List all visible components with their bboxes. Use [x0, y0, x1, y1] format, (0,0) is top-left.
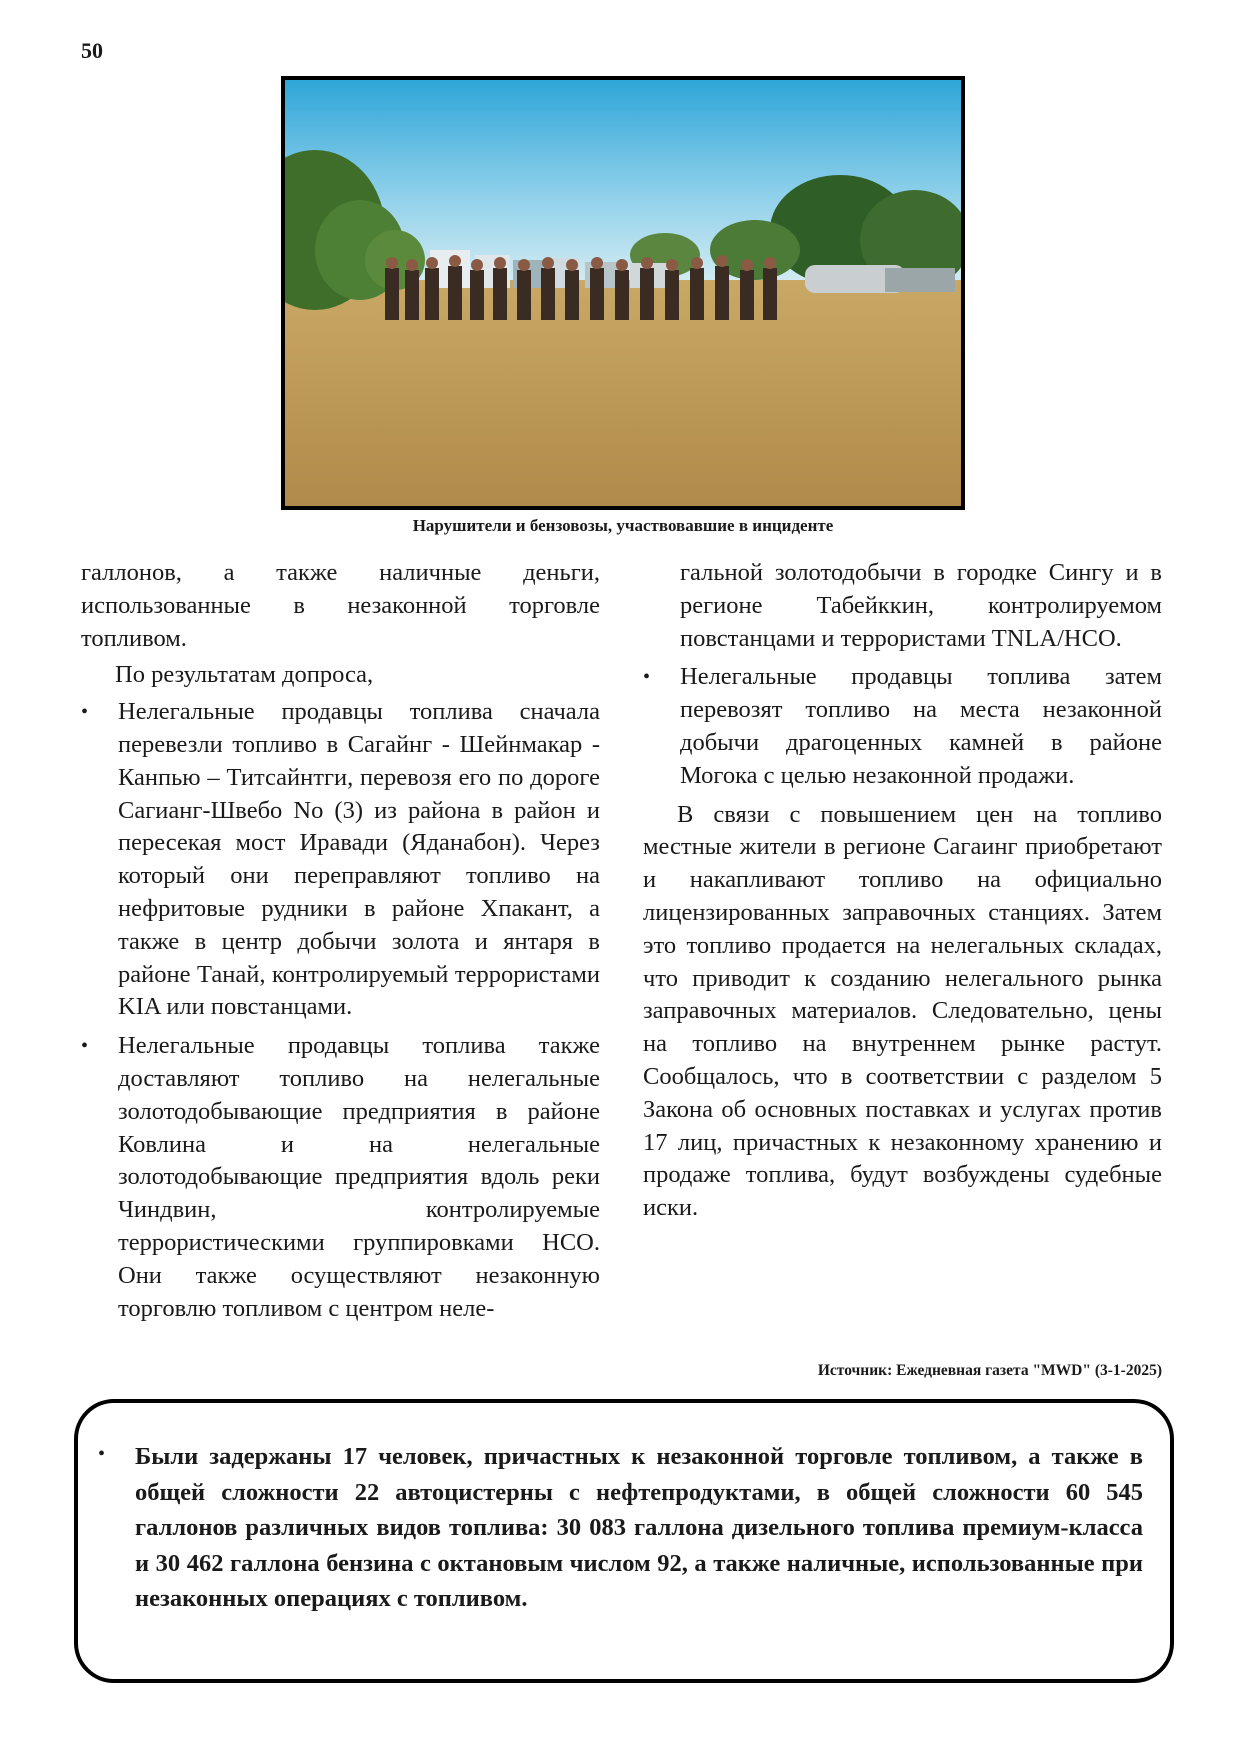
- bullet-icon: •: [81, 701, 89, 724]
- summary-box: [74, 1399, 1174, 1683]
- left-paragraph-1: галлонов, а также наличные деньги, использованные в незаконной торговле топливом.: [81, 559, 600, 652]
- source-citation: Источник: Ежедневная газета "MWD" (3-1-2025): [817, 1362, 1162, 1379]
- right-bullet-list-continued: [643, 557, 1162, 793]
- photo-illustration: [285, 80, 961, 506]
- summary-text: Были задержаны 17 человек, причастных к незаконной торговле топливом, а также в общей сложности 22 автоцистерны с нефтепродуктами, в общей сложности 60 545 галлонов различных видов топлива: 30 083 галлона дизельного топлива премиум-класса и 30 462 галлона бензина с октановым числом 92, а также наличные, использованные при незаконных операциях с топливом.: [135, 1443, 1143, 1612]
- list-item: [643, 661, 1162, 792]
- page-number: 50: [81, 38, 103, 63]
- list-item-text: Нелегальные продавцы топлива также доставляют топливо на нелегальные золотодобывающие предприятия в районе Ковлина и на нелегальные золотодобывающие предприятия вдоль реки Чиндвин, контролируемые террористическими группировками НСО. Они также осуществляют незаконную торговлю топливом с центром неле-: [118, 1032, 600, 1322]
- bullet-icon: •: [643, 666, 651, 689]
- list-item-text: гальной золотодобычи в городке Сингу и в регионе Табейккин, контролируемом повстанцами и террористами TNLA/НСО.: [680, 559, 1162, 652]
- list-item: [81, 696, 600, 1024]
- bullet-icon: •: [98, 1443, 106, 1465]
- list-item-continuation: [643, 557, 1162, 655]
- list-item: [81, 1030, 600, 1325]
- list-item-text: Нелегальные продавцы топлива сначала перевезли топливо в Сагайнг - Шейнмакар - Канпью – Титсайнтги, перевозя его по дороге Сагианг-Швебо No (3) из района в район и пересекая мост Иравади (Яданабон). Через который они переправляют топливо на нефритовые рудники в районе Хпакант, а также в центр добычи золота и янтаря в районе Танай, контролируемый террористами KIA или повстанцами.: [118, 698, 600, 1021]
- photo-caption: Нарушители и бензовозы, участвовавшие в инциденте: [412, 516, 834, 535]
- bullet-icon: •: [81, 1035, 89, 1058]
- right-paragraph: В связи с повышением цен на топливо местные жители в регионе Сагаинг приобретают и накапливают топливо на официально лицензированных заправочных станциях. Затем это топливо продается на нелегальных складах, что приводит к созданию нелегального рынка заправочных материалов. Следовательно, цены на топливо на внутреннем рынке растут. Сообщалось, что в соответствии с разделом 5 Закона об основных поставках и услугах против 17 лиц, причастных к незаконному хранению и продаже топлива, будут возбуждены судебные иски.: [643, 800, 1162, 1222]
- left-bullet-list: [81, 696, 600, 1325]
- incident-photo: [281, 76, 965, 510]
- left-paragraph-2: По результатам допроса,: [115, 661, 374, 689]
- right-column: [643, 557, 1162, 1225]
- left-column: [81, 557, 600, 1331]
- list-item-text: Нелегальные продавцы топлива затем перевозят топливо на места незаконной добычи драгоценных камней в районе Могока с целью незаконной продажи.: [680, 663, 1162, 789]
